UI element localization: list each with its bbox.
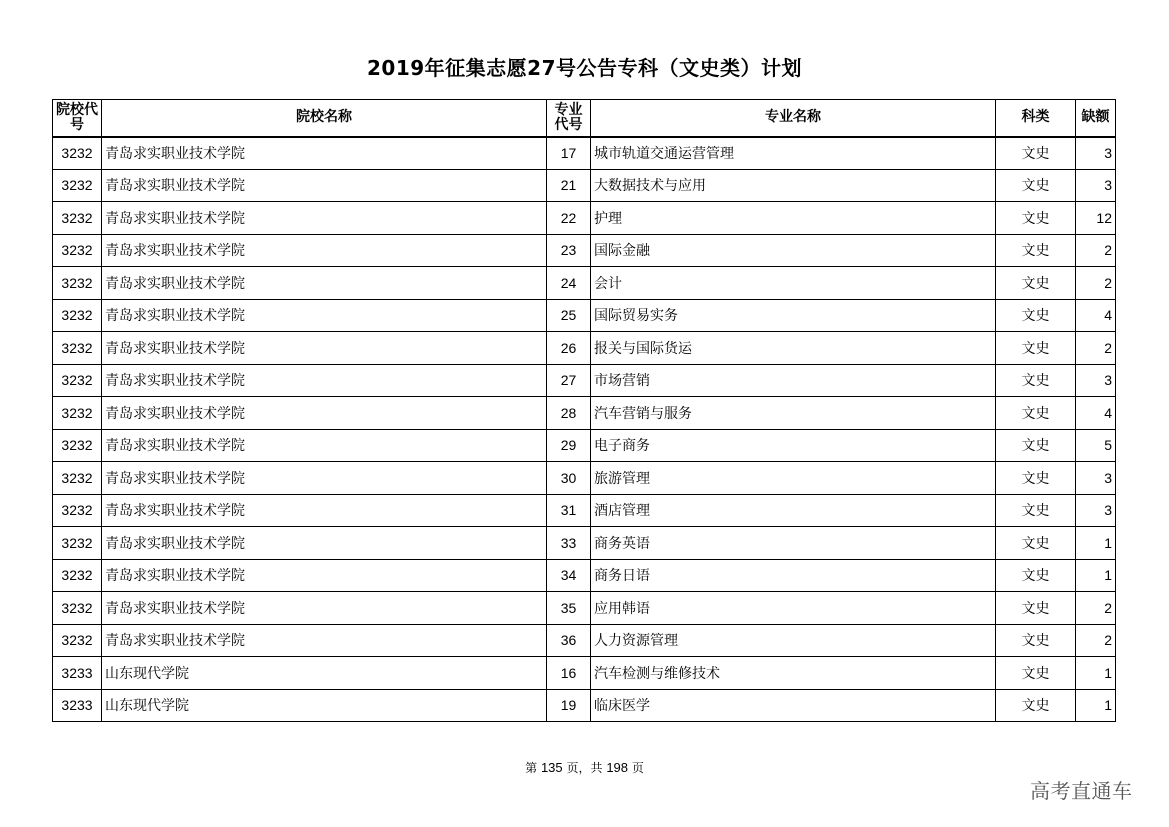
- cell-school-code: 3232: [53, 267, 102, 300]
- cell-school-name: 青岛求实职业技术学院: [102, 429, 547, 462]
- footer-total-pages: 198: [606, 760, 629, 775]
- cell-category: 文史: [996, 624, 1076, 657]
- cell-category: 文史: [996, 364, 1076, 397]
- table-row: [53, 234, 1116, 267]
- table-body: [53, 137, 1116, 722]
- cell-school-name: 山东现代学院: [102, 689, 547, 722]
- cell-school-name: 青岛求实职业技术学院: [102, 202, 547, 235]
- cell-category: 文史: [996, 397, 1076, 430]
- cell-vacancy: 3: [1076, 462, 1116, 495]
- cell-school-code: 3232: [53, 494, 102, 527]
- cell-major-code: 16: [547, 657, 591, 690]
- cell-school-code: 3233: [53, 657, 102, 690]
- cell-category: 文史: [996, 592, 1076, 625]
- cell-major-code: 28: [547, 397, 591, 430]
- page-footer: [0, 759, 1169, 776]
- cell-vacancy: 3: [1076, 137, 1116, 170]
- cell-school-name: 青岛求实职业技术学院: [102, 234, 547, 267]
- cell-vacancy: 3: [1076, 364, 1116, 397]
- cell-major-name: 电子商务: [591, 429, 996, 462]
- cell-major-name: 汽车检测与维修技术: [591, 657, 996, 690]
- cell-vacancy: 2: [1076, 332, 1116, 365]
- cell-category: 文史: [996, 462, 1076, 495]
- cell-vacancy: 3: [1076, 494, 1116, 527]
- table-row: [53, 267, 1116, 300]
- cell-major-code: 35: [547, 592, 591, 625]
- cell-major-code: 21: [547, 169, 591, 202]
- cell-major-name: 市场营销: [591, 364, 996, 397]
- cell-major-code: 22: [547, 202, 591, 235]
- cell-school-name: 青岛求实职业技术学院: [102, 592, 547, 625]
- cell-major-code: 34: [547, 559, 591, 592]
- header-school-name: 院校名称: [102, 100, 547, 137]
- cell-vacancy: 2: [1076, 624, 1116, 657]
- cell-school-name: 青岛求实职业技术学院: [102, 527, 547, 560]
- table-row: [53, 494, 1116, 527]
- cell-major-name: 临床医学: [591, 689, 996, 722]
- header-school-code: 院校代号: [53, 100, 102, 137]
- cell-major-name: 会计: [591, 267, 996, 300]
- cell-category: 文史: [996, 689, 1076, 722]
- cell-major-code: 17: [547, 137, 591, 170]
- cell-school-name: 青岛求实职业技术学院: [102, 299, 547, 332]
- cell-category: 文史: [996, 137, 1076, 170]
- cell-school-name: 青岛求实职业技术学院: [102, 624, 547, 657]
- table-row: [53, 364, 1116, 397]
- cell-school-name: 青岛求实职业技术学院: [102, 397, 547, 430]
- cell-vacancy: 2: [1076, 592, 1116, 625]
- cell-school-code: 3232: [53, 527, 102, 560]
- cell-major-name: 商务日语: [591, 559, 996, 592]
- header-major-code: 专业代号: [547, 100, 591, 137]
- cell-school-code: 3232: [53, 429, 102, 462]
- cell-vacancy: 1: [1076, 559, 1116, 592]
- table-row: [53, 592, 1116, 625]
- cell-school-code: 3232: [53, 364, 102, 397]
- cell-major-name: 汽车营销与服务: [591, 397, 996, 430]
- footer-current-page: 135: [540, 760, 563, 775]
- cell-major-name: 城市轨道交通运营管理: [591, 137, 996, 170]
- cell-major-code: 31: [547, 494, 591, 527]
- table-row: [53, 689, 1116, 722]
- cell-major-code: 33: [547, 527, 591, 560]
- footer-middle: 页，共: [566, 761, 603, 775]
- cell-category: 文史: [996, 234, 1076, 267]
- plan-table: [52, 99, 1116, 722]
- table-row: [53, 624, 1116, 657]
- cell-category: 文史: [996, 299, 1076, 332]
- cell-vacancy: 3: [1076, 169, 1116, 202]
- cell-category: 文史: [996, 169, 1076, 202]
- cell-school-name: 青岛求实职业技术学院: [102, 332, 547, 365]
- table-row: [53, 202, 1116, 235]
- header-major-name: 专业名称: [591, 100, 996, 137]
- header-vacancy: 缺额: [1076, 100, 1116, 137]
- table-row: [53, 559, 1116, 592]
- cell-vacancy: 2: [1076, 267, 1116, 300]
- cell-category: 文史: [996, 202, 1076, 235]
- cell-vacancy: 5: [1076, 429, 1116, 462]
- cell-major-name: 国际金融: [591, 234, 996, 267]
- cell-vacancy: 4: [1076, 299, 1116, 332]
- cell-school-code: 3233: [53, 689, 102, 722]
- cell-major-name: 报关与国际货运: [591, 332, 996, 365]
- footer-suffix: 页: [631, 761, 644, 775]
- cell-school-name: 青岛求实职业技术学院: [102, 364, 547, 397]
- table-row: [53, 657, 1116, 690]
- cell-school-code: 3232: [53, 169, 102, 202]
- cell-school-name: 青岛求实职业技术学院: [102, 559, 547, 592]
- table-row: [53, 137, 1116, 170]
- table-row: [53, 332, 1116, 365]
- cell-school-name: 青岛求实职业技术学院: [102, 137, 547, 170]
- cell-school-code: 3232: [53, 137, 102, 170]
- cell-major-name: 酒店管理: [591, 494, 996, 527]
- table-row: [53, 527, 1116, 560]
- cell-category: 文史: [996, 267, 1076, 300]
- cell-school-name: 青岛求实职业技术学院: [102, 169, 547, 202]
- cell-school-code: 3232: [53, 202, 102, 235]
- cell-major-code: 19: [547, 689, 591, 722]
- cell-major-code: 25: [547, 299, 591, 332]
- cell-major-code: 24: [547, 267, 591, 300]
- cell-major-name: 护理: [591, 202, 996, 235]
- cell-major-code: 27: [547, 364, 591, 397]
- watermark: 高考直通车: [1030, 779, 1133, 803]
- cell-school-name: 青岛求实职业技术学院: [102, 462, 547, 495]
- table-row: [53, 397, 1116, 430]
- cell-vacancy: 2: [1076, 234, 1116, 267]
- cell-school-code: 3232: [53, 397, 102, 430]
- cell-vacancy: 1: [1076, 689, 1116, 722]
- cell-school-name: 山东现代学院: [102, 657, 547, 690]
- table-row: [53, 169, 1116, 202]
- cell-major-name: 国际贸易实务: [591, 299, 996, 332]
- cell-school-code: 3232: [53, 559, 102, 592]
- cell-school-name: 青岛求实职业技术学院: [102, 494, 547, 527]
- cell-school-code: 3232: [53, 624, 102, 657]
- cell-category: 文史: [996, 332, 1076, 365]
- table-header-row: [53, 100, 1116, 137]
- cell-major-code: 26: [547, 332, 591, 365]
- cell-category: 文史: [996, 527, 1076, 560]
- cell-major-name: 商务英语: [591, 527, 996, 560]
- cell-major-code: 23: [547, 234, 591, 267]
- cell-vacancy: 1: [1076, 527, 1116, 560]
- cell-school-code: 3232: [53, 332, 102, 365]
- cell-vacancy: 1: [1076, 657, 1116, 690]
- cell-major-code: 30: [547, 462, 591, 495]
- cell-major-code: 36: [547, 624, 591, 657]
- footer-prefix: 第: [525, 761, 538, 775]
- cell-category: 文史: [996, 429, 1076, 462]
- cell-vacancy: 12: [1076, 202, 1116, 235]
- cell-category: 文史: [996, 559, 1076, 592]
- cell-category: 文史: [996, 657, 1076, 690]
- cell-category: 文史: [996, 494, 1076, 527]
- cell-major-name: 人力资源管理: [591, 624, 996, 657]
- cell-school-code: 3232: [53, 462, 102, 495]
- cell-school-code: 3232: [53, 234, 102, 267]
- cell-vacancy: 4: [1076, 397, 1116, 430]
- cell-major-code: 29: [547, 429, 591, 462]
- header-category: 科类: [996, 100, 1076, 137]
- table-row: [53, 429, 1116, 462]
- cell-school-code: 3232: [53, 299, 102, 332]
- cell-major-name: 大数据技术与应用: [591, 169, 996, 202]
- table-row: [53, 299, 1116, 332]
- cell-school-name: 青岛求实职业技术学院: [102, 267, 547, 300]
- table-row: [53, 462, 1116, 495]
- cell-major-name: 应用韩语: [591, 592, 996, 625]
- page-title: 2019年征集志愿27号公告专科（文史类）计划: [367, 56, 802, 80]
- cell-major-name: 旅游管理: [591, 462, 996, 495]
- cell-school-code: 3232: [53, 592, 102, 625]
